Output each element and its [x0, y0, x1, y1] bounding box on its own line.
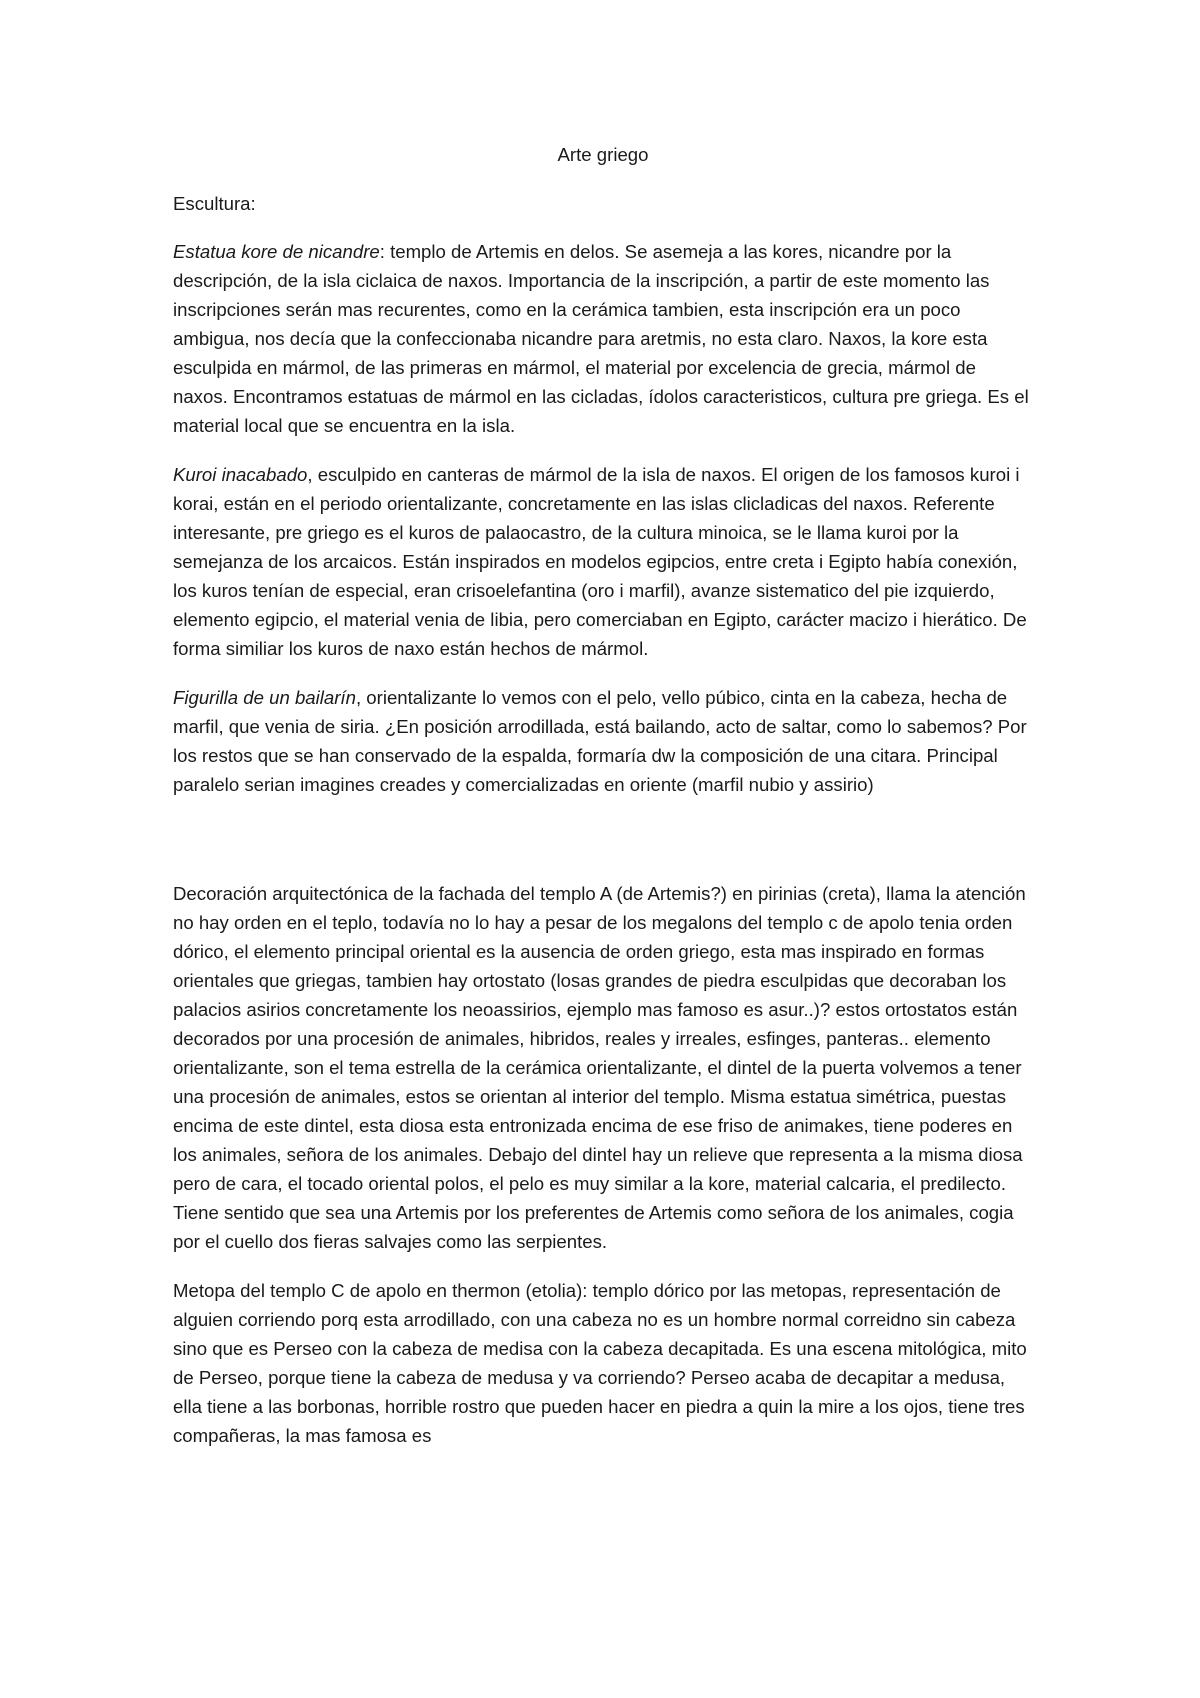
paragraph-kuroi — [173, 460, 1033, 663]
paragraph-text: , esculpido en canteras de mármol de la isla de naxos. El origen de los famosos kuroi i korai, están en el periodo orientalizante, concretamente en las islas clicladicas del naxos. Referente interesante, pre griego es el kuros de palaocastro, de la cultura minoica, se le llama kuroi por la semejanza de los arcaicos. Están inspirados en modelos egipcios, entre creta i Egipto había conexión, los kuros tenían de especial, eran crisoelefantina (oro i marfil), avanze sistematico del pie izquierdo, elemento egipcio, el material venia de libia, pero comerciaban en Egipto, carácter macizo i hierático. De forma similiar los kuros de naxo están hechos de mármol. — [173, 464, 1027, 659]
paragraph-text: Decoración arquitectónica de la fachada del templo A (de Artemis?) en pirinias (creta), llama la atención no hay orden en el teplo, todavía no lo hay a pesar de los megalons del templo c de apolo tenia orden dórico, el elemento principal oriental es la ausencia de orden griego, esta mas inspirado en formas orientales que griegas, tambien hay ortostato (losas grandes de piedra esculpidas que decoraban los palacios asirios concretamente los neoassirios, ejemplo mas famoso es asur..)? estos ortostatos están decorados por una procesión de animales, hibridos, reales y irreales, esfinges, panteras.. elemento orientalizante, son el tema estrella de la cerámica orientalizante, el dintel de la puerta volvemos a tener una procesión de animales, estos se orientan al interior del templo. Misma estatua simétrica, puestas encima de este dintel, esta diosa esta entronizada encima de ese friso de animakes, tiene poderes en los animales, señora de los animales. Debajo del dintel hay un relieve que representa a la misma diosa pero de cara, el tocado oriental polos, el pelo es muy similar a la kore, material calcaria, el predilecto. Tiene sentido que sea una Artemis por los preferentes de Artemis como señora de los animales, cogia por el cuello dos fieras salvajes como las serpientes. — [173, 883, 1026, 1252]
paragraph-decoracion — [173, 879, 1033, 1256]
paragraph-metopa — [173, 1276, 1033, 1450]
document-title: Arte griego — [557, 144, 649, 165]
paragraph-text: , orientalizante lo vemos con el pelo, vello púbico, cinta en la cabeza, hecha de marfil, que venia de siria. ¿En posición arrodillada, está bailando, acto de saltar, como lo sabemos? Por los restos que se han conservado de la espalda, formaría dw la composición de una citara. Principal paralelo serian imagines creades y comercializadas en oriente (marfil nubio y assirio) — [173, 687, 1027, 795]
paragraph-text: Metopa del templo C de apolo en thermon (etolia): templo dórico por las metopas, representación de alguien corriendo porq esta arrodillado, con una cabeza no es un hombre normal correidno sin cabeza sino que es Perseo con la cabeza de medisa con la cabeza decapitada. Es una escena mitológica, mito de Perseo, porque tiene la cabeza de medusa y va corriendo? Perseo acaba de decapitar a medusa, ella tiene a las borbonas, horrible rostro que pueden hacer en piedra a quin la mire a los ojos, tiene tres compañeras, la mas famosa es — [173, 1280, 1027, 1446]
paragraph-lead: Estatua kore de nicandre — [173, 241, 380, 262]
document-page — [173, 140, 1033, 1470]
paragraph-kore — [173, 237, 1033, 440]
paragraph-lead: Figurilla de un bailarín — [173, 687, 356, 708]
paragraph-text: : templo de Artemis en delos. Se asemeja a las kores, nicandre por la descripción, de la isla ciclaica de naxos. Importancia de la inscripción, a partir de este momento las inscripciones serán mas recurentes, como en la cerámica tambien, esta inscripción era un poco ambigua, nos decía que la confeccionaba nicandre para aretmis, no esta claro. Naxos, la kore esta esculpida en mármol, de las primeras en mármol, el material por excelencia de grecia, mármol de naxos. Encontramos estatuas de mármol en las cicladas, ídolos caracteristicos, cultura pre griega. Es el material local que se encuentra en la isla. — [173, 241, 1029, 436]
paragraph-bailarin — [173, 683, 1033, 799]
section-heading: Escultura: — [173, 193, 256, 214]
paragraph-lead: Kuroi inacabado — [173, 464, 308, 485]
